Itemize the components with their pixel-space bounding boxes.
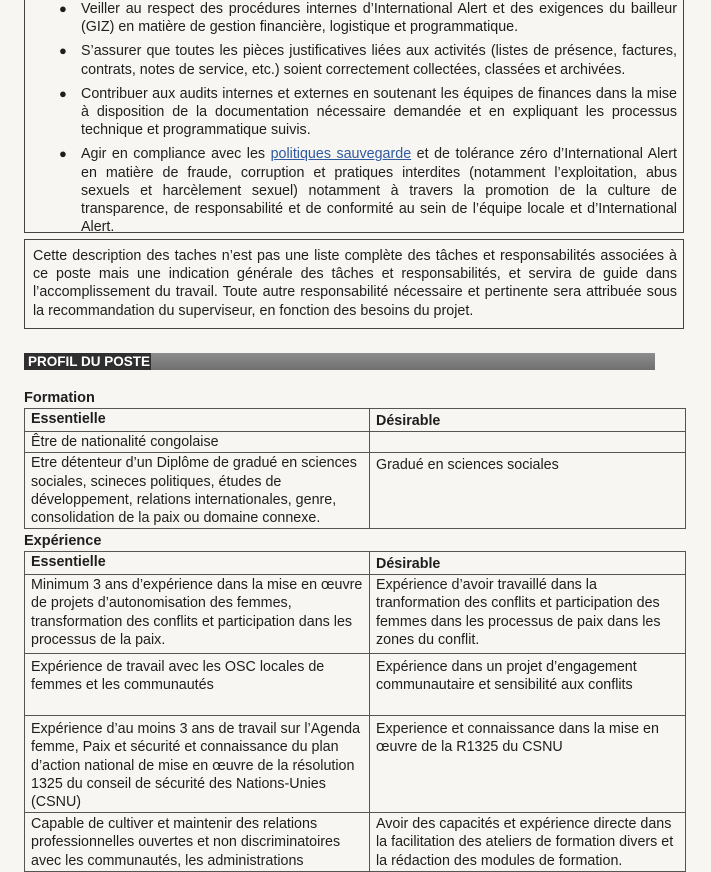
desirable-cell: Avoir des capacités et expérience directe dans la facilitation des ateliers de formation divers et la rédaction des modules de formation. [370, 813, 686, 872]
table-row [25, 575, 686, 654]
list-item: ● S’assurer que toutes les pièces justificatives liées aux activités (listes de présence, factures, contrats, notes de service, etc.) soient correctement collectées, classées et archivées. [59, 43, 677, 78]
essential-cell: Minimum 3 ans d’expérience dans la mise en œuvre de projets d’autonomisation des femmes, transformation des conflits et participation dans les processus de la paix. [25, 575, 370, 654]
table-row [25, 813, 686, 872]
essential-cell: Expérience d’au moins 3 ans de travail sur l’Agenda femme, Paix et sécurité et connaissance du plan d’action national de mise en œuvre de la résolution 1325 du conseil de sécurité des Nations-Unies (CSNU) [25, 716, 370, 813]
table-header-row [25, 409, 686, 432]
bullet-icon: ● [59, 85, 67, 101]
table-row [25, 654, 686, 716]
desirable-cell: Expérience d’avoir travaillé dans la tranformation des conflits et participation des femmes dans les processus de paix dans les zones du conflit. [370, 575, 686, 654]
essential-cell: Capable de cultiver et maintenir des relations professionnelles ouvertes et non discriminatoires avec les communautés, les administrations [25, 813, 370, 872]
safeguarding-policy-link[interactable]: politiques sauvegarde [270, 146, 412, 163]
desirable-header: Désirable [370, 552, 686, 575]
section-title: PROFIL DU POSTE [24, 353, 151, 370]
disclaimer-box [24, 239, 684, 329]
list-item: ● Contribuer aux audits internes et externes en soutenant les équipes de finances dans la mise à disposition de la documentation nécessaire demandée et en expliquant les processus technique et programmatique suivis. [59, 85, 677, 139]
desirable-cell: Experience et connaissance dans la mise en œuvre de la R1325 du CSNU [370, 716, 686, 813]
essential-cell: Être de nationalité congolaise [25, 432, 370, 453]
bullet-icon: ● [59, 146, 67, 162]
bullet-icon: ● [59, 1, 67, 16]
table-header-row [25, 552, 686, 575]
list-item: ● Agir en compliance avec les politiques sauvegarde et de tolérance zéro d’International Alert en matière de fraude, corruption et pratiques interdites (notamment l’exploitation, abus sexuels et harcèlement sexuel) notamment à travers la promotion de la culture de transparence, de responsabilité et de conformité au sein de l’équipe locale et d’International Alert. [59, 146, 677, 236]
essential-cell: Expérience de travail avec les OSC locales de femmes et les communautés [25, 654, 370, 716]
essential-cell: Etre détenteur d’un Diplôme de gradué en sciences sociales, scineces politiques, études de développement, relations internationales, genre, consolidation de la paix ou domaine connexe. [25, 453, 370, 529]
formation-title: Formation [24, 390, 95, 406]
responsibilities-box [24, 0, 684, 236]
desirable-header: Désirable [370, 409, 686, 432]
experience-title: Expérience [24, 533, 102, 549]
desirable-cell [370, 432, 686, 453]
table-row [25, 716, 686, 813]
bullet-icon: ● [59, 43, 67, 59]
formation-table [24, 408, 686, 529]
list-item: ● Veiller au respect des procédures internes d’International Alert et des exigences du bailleur (GIZ) en matière de gestion financière, logistique et programmatique. [59, 1, 677, 36]
disclaimer-text: Cette description des taches n’est pas une liste complète des tâches et responsabilités associées à ce poste mais une indication générale des tâches et responsabilités, et servira de guide dans l’accomplissement du travail. Toute autre responsabilité nécessaire et pertinente sera attribuée sous la recommandation du superviseur, en fonction des besoins du projet. [33, 248, 677, 319]
experience-table [24, 551, 686, 872]
section-header-bar [24, 353, 655, 370]
essential-header: Essentielle [25, 552, 370, 575]
responsibilities-list [35, 0, 677, 236]
desirable-cell: Gradué en sciences sociales [370, 453, 686, 529]
desirable-cell: Expérience dans un projet d’engagement communautaire et sensibilité aux conflits [370, 654, 686, 716]
essential-header: Essentielle [25, 409, 370, 432]
table-row [25, 432, 686, 453]
table-row [25, 453, 686, 529]
